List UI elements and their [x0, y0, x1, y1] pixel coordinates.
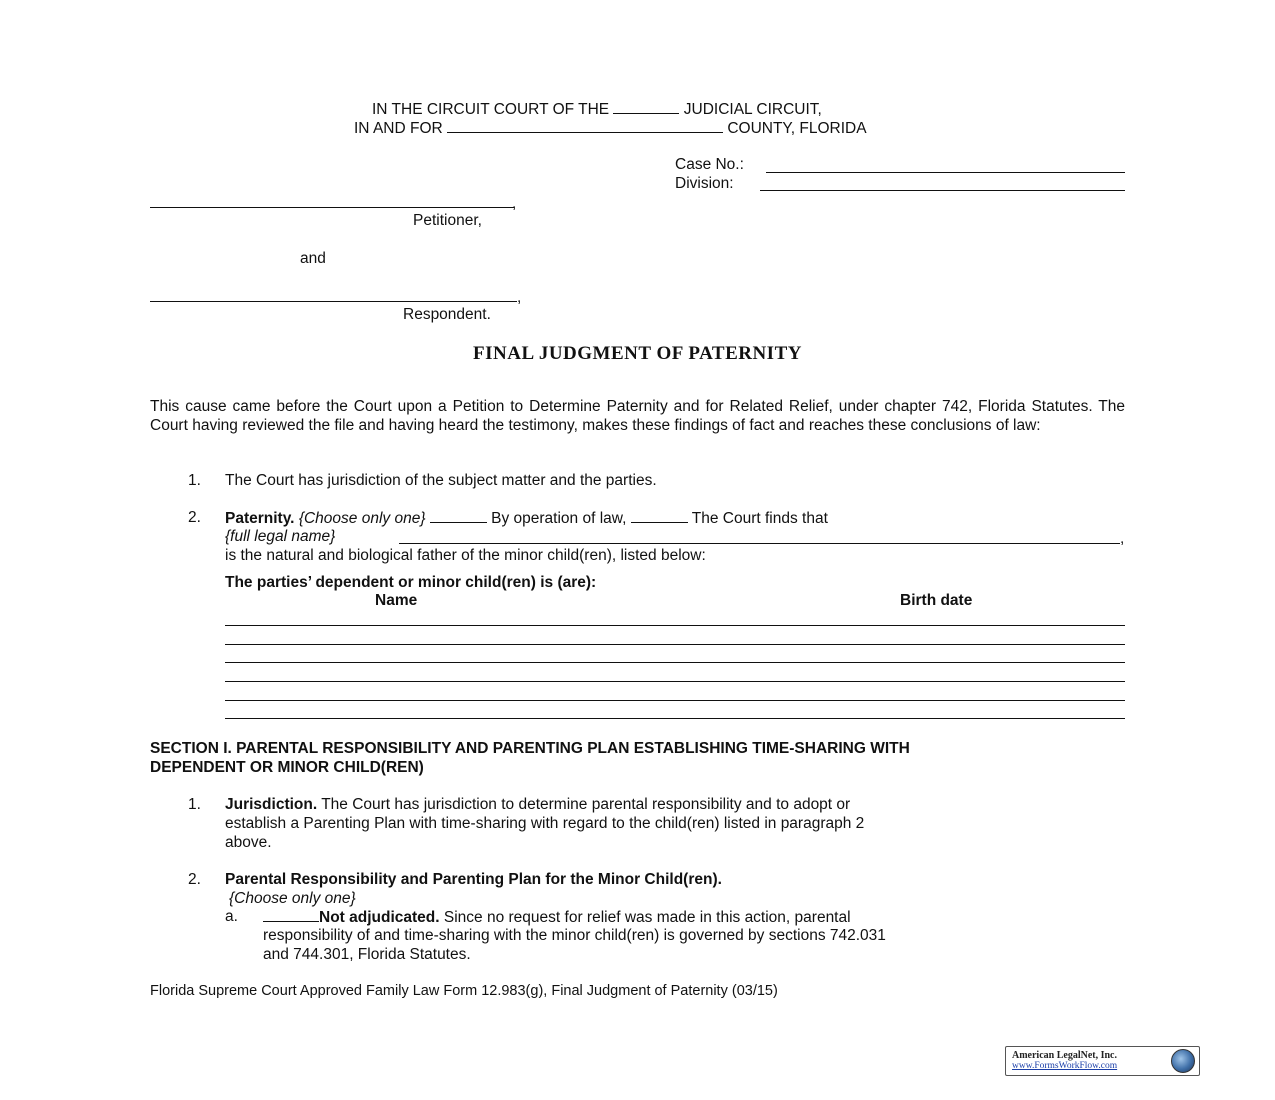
item-2a-line-3: and 744.301, Florida Statutes. — [263, 946, 471, 963]
child-row-line[interactable] — [225, 700, 1125, 701]
petitioner-name-blank[interactable] — [150, 207, 514, 208]
section-1-item-1-line-1 — [225, 795, 850, 814]
paternity-choose-note: {Choose only one} — [298, 510, 426, 527]
child-row-line[interactable] — [225, 644, 1125, 645]
full-legal-name-note: {full legal name} — [225, 528, 336, 545]
finding-1-number: 1. — [188, 472, 201, 489]
child-row-line[interactable] — [225, 681, 1125, 682]
child-row-line[interactable] — [225, 662, 1125, 663]
child-row-line[interactable] — [225, 625, 1125, 626]
respondent-comma: , — [517, 289, 522, 306]
item-2a-line-2: responsibility of and time-sharing with the minor child(ren) is governed by sections 742.031 — [263, 927, 886, 944]
county-blank[interactable] — [447, 118, 723, 133]
division-label: Division: — [675, 175, 734, 192]
division-blank[interactable] — [760, 190, 1125, 191]
intro-paragraph: This cause came before the Court upon a Petition to Determine Paternity and for Related Relief, under chapter 742, Florida Statutes. The Court having reviewed the file and having heard the testimony, makes these findings of fact and reaches these conclusions of law: — [150, 398, 1125, 434]
respondent-name-blank[interactable] — [150, 301, 517, 302]
section-1-heading-line-2: DEPENDENT OR MINOR CHILD(REN) — [150, 759, 424, 776]
court-line-2-prefix: IN AND FOR — [354, 120, 443, 137]
finding-1-text: The Court has jurisdiction of the subject matter and the parties. — [225, 472, 657, 489]
children-heading: The parties’ dependent or minor child(ren) is (are): — [225, 574, 597, 591]
item-2a-letter: a. — [225, 908, 238, 925]
section-1-item-1-number: 1. — [188, 796, 201, 813]
finding-2-line-3: is the natural and biological father of the minor child(ren), listed below: — [225, 547, 706, 564]
parental-responsibility-choose-note: {Choose only one} — [229, 890, 356, 907]
not-adjudicated-checkbox-blank[interactable] — [263, 907, 319, 922]
globe-icon — [1171, 1049, 1195, 1073]
section-1-heading-line-1: SECTION I. PARENTAL RESPONSIBILITY AND PARENTING PLAN ESTABLISHING TIME-SHARING WITH — [150, 740, 910, 757]
finding-2-line-1 — [225, 508, 828, 528]
section-1-item-1-line-3: above. — [225, 834, 272, 851]
judicial-circuit-blank[interactable] — [613, 99, 679, 114]
petitioner-label: Petitioner, — [413, 212, 482, 229]
by-operation-label: By operation of law, — [491, 510, 627, 527]
children-col-birth-date: Birth date — [900, 592, 973, 609]
section-1-item-2-number: 2. — [188, 871, 201, 888]
document-title: FINAL JUDGMENT OF PATERNITY — [473, 343, 802, 364]
court-line-1-prefix: IN THE CIRCUIT COURT OF THE — [372, 101, 610, 118]
father-name-blank[interactable] — [399, 543, 1120, 544]
american-legalnet-logo[interactable] — [1005, 1046, 1200, 1076]
section-1-item-1-line-2: establish a Parenting Plan with time-sharing with regard to the child(ren) listed in paragraph 2 — [225, 815, 865, 832]
court-finds-checkbox-blank[interactable] — [631, 508, 688, 523]
court-line-1 — [372, 99, 822, 119]
case-no-label: Case No.: — [675, 156, 744, 173]
form-footer: Florida Supreme Court Approved Family Law Form 12.983(g), Final Judgment of Paternity (03/15) — [150, 983, 778, 999]
father-name-comma: , — [1120, 530, 1125, 547]
court-finds-label: The Court finds that — [691, 510, 828, 527]
logo-url-link[interactable]: www.FormsWorkFlow.com — [1012, 1061, 1118, 1071]
by-operation-checkbox-blank[interactable] — [430, 508, 487, 523]
logo-company-name: American LegalNet, Inc. — [1012, 1050, 1117, 1061]
not-adjudicated-text: Since no request for relief was made in this action, parental — [443, 909, 851, 926]
finding-2-number: 2. — [188, 509, 201, 526]
children-col-name: Name — [375, 592, 418, 609]
paternity-heading: Paternity. — [225, 510, 295, 527]
court-line-2-suffix: COUNTY, FLORIDA — [727, 120, 867, 137]
petitioner-comma: , — [512, 195, 517, 212]
and-label: and — [300, 250, 326, 267]
child-row-line[interactable] — [225, 718, 1125, 719]
parental-responsibility-heading: Parental Responsibility and Parenting Plan for the Minor Child(ren). — [225, 871, 722, 888]
case-no-blank[interactable] — [766, 172, 1125, 173]
court-line-1-suffix: JUDICIAL CIRCUIT, — [683, 101, 822, 118]
court-line-2 — [354, 118, 867, 138]
jurisdiction-text: The Court has jurisdiction to determine parental responsibility and to adopt or — [321, 796, 851, 813]
respondent-label: Respondent. — [403, 306, 491, 323]
jurisdiction-heading: Jurisdiction. — [225, 796, 318, 813]
not-adjudicated-heading: Not adjudicated. — [319, 909, 440, 926]
item-2a-line-1 — [263, 907, 851, 927]
